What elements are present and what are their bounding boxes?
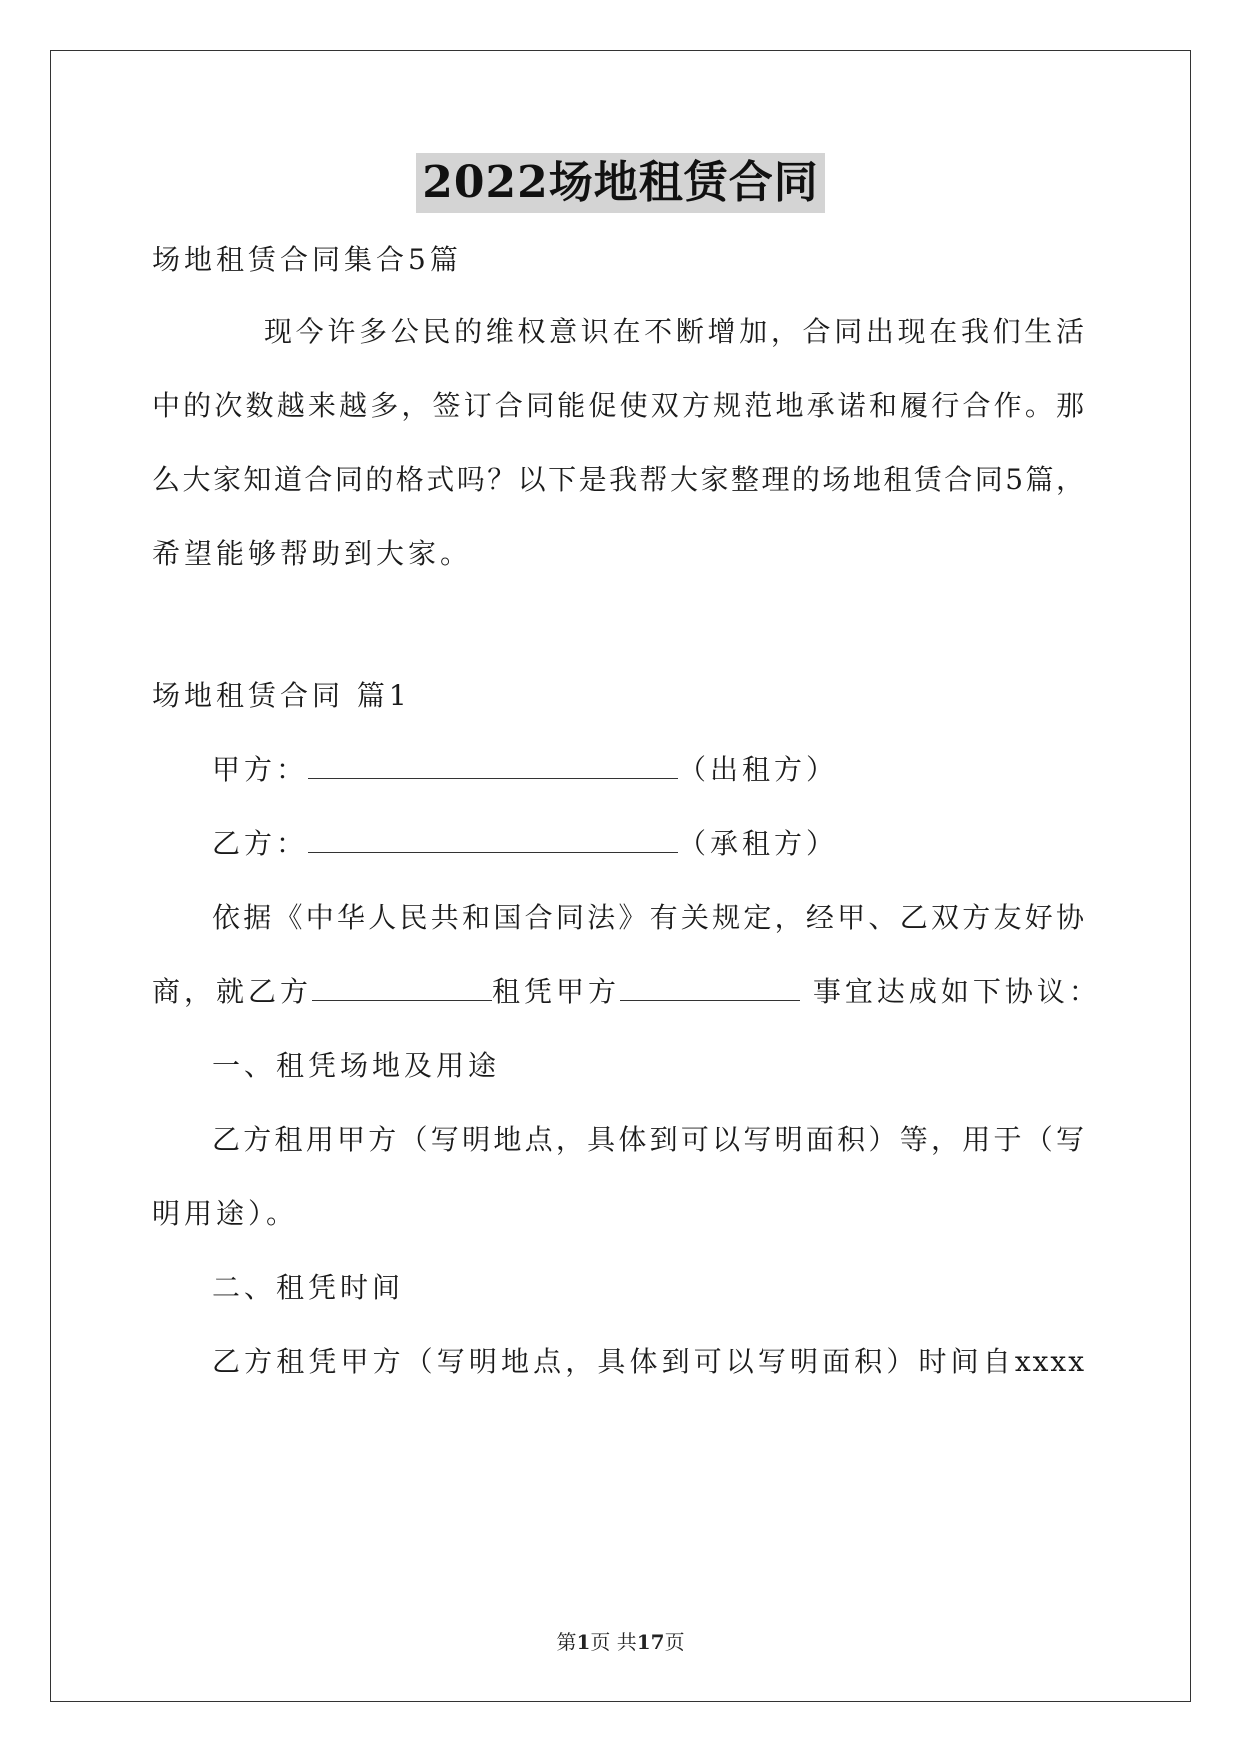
party-a-row xyxy=(212,750,838,790)
basis-line-2-b: 租凭甲方 xyxy=(492,975,621,1008)
footer-prefix: 第 xyxy=(556,1630,577,1654)
tenant-blank[interactable] xyxy=(312,972,492,1001)
clause-2-line-1: 乙方租凭甲方（写明地点，具体到可以写明面积）时间自xxxx xyxy=(212,1345,1086,1378)
party-b-blank[interactable] xyxy=(308,824,678,853)
intro-line-2: 中的次数越来越多，签订合同能促使双方规范地承诺和履行合作。那 xyxy=(152,389,1086,422)
footer-suffix: 页 xyxy=(664,1630,685,1654)
party-b-label: 乙方： xyxy=(212,827,309,860)
party-b-row xyxy=(212,824,838,864)
subtitle: 场地租赁合同集合5篇 xyxy=(152,243,462,276)
basis-line-2-a: 商，就乙方 xyxy=(152,975,313,1008)
party-b-role: （承租方） xyxy=(678,827,839,860)
clause-2-heading: 二、租凭时间 xyxy=(212,1271,405,1304)
intro-line-3: 么大家知道合同的格式吗？以下是我帮大家整理的场地租赁合同5篇， xyxy=(152,463,1086,496)
basis-line-2-c: 事宜达成如下协议： xyxy=(800,975,1101,1008)
footer-total-pages: 17 xyxy=(636,1630,665,1654)
party-a-label: 甲方： xyxy=(212,753,309,786)
party-a-blank[interactable] xyxy=(308,750,678,779)
intro-line-1: 现今许多公民的维权意识在不断增加，合同出现在我们生活 xyxy=(264,315,1086,348)
basis-line-2 xyxy=(152,972,1101,1012)
footer-mid: 页 共 xyxy=(590,1630,637,1654)
party-a-role: （出租方） xyxy=(678,753,839,786)
clause-1-heading: 一、租凭场地及用途 xyxy=(212,1049,501,1082)
section-title: 场地租赁合同 篇1 xyxy=(152,679,411,712)
footer-page-number: 1 xyxy=(576,1630,591,1654)
page-border xyxy=(50,50,1191,1702)
basis-line-1: 依据《中华人民共和国合同法》有关规定，经甲、乙双方友好协 xyxy=(212,901,1086,934)
clause-1-line-1: 乙方租用甲方（写明地点，具体到可以写明面积）等，用于（写 xyxy=(212,1123,1086,1156)
document-title: 2022场地租赁合同 xyxy=(416,153,824,213)
title-wrap xyxy=(0,153,1241,213)
intro-line-4: 希望能够帮助到大家。 xyxy=(152,537,473,570)
clause-1-line-2: 明用途）。 xyxy=(152,1197,299,1230)
page-footer xyxy=(0,1628,1241,1656)
premises-blank[interactable] xyxy=(620,972,800,1001)
